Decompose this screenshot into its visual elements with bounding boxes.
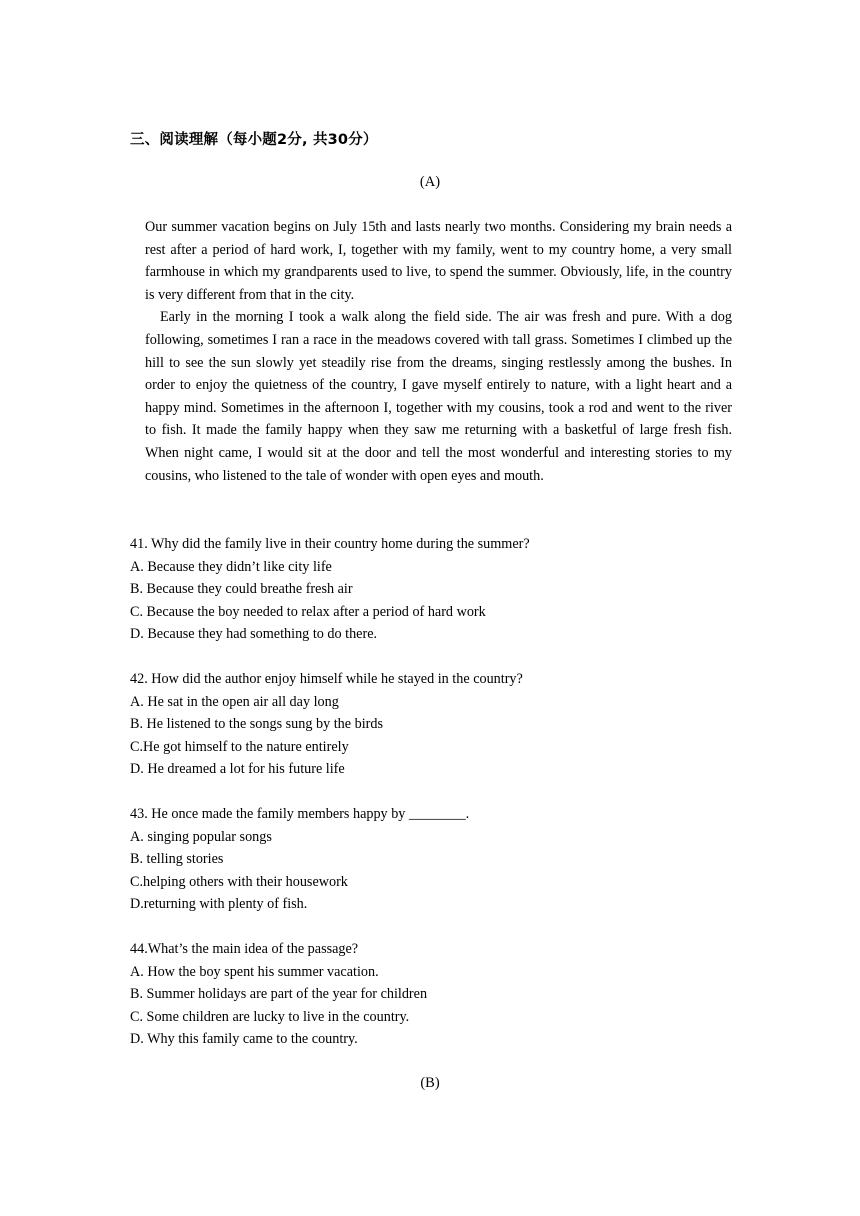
question-42 (130, 668, 750, 781)
passage-paragraph-2: Early in the morning I took a walk along the field side. The air was fresh and pure. With a dog following, sometimes I ran a race in the meadows covered with tall grass. Sometimes I climbed up the hill to see the sun slowly yet steadily rise from the dreams, singing restlessly among the bushes. In order to enjoy the quietness of the country, I gave myself entirely to nature, with a light heart and a happy mind. Sometimes in the afternoon I, together with my cousins, took a rod and went to the river to fish. It made the family happy when they saw me returning with a basketful of large fresh fish. When night came, I would sit at the door and tell the most wonderful and interesting stories to my cousins, who listened to the tale of wonder with open eyes and mouth. (145, 309, 732, 484)
option-b: B. He listened to the songs sung by the birds (130, 716, 383, 732)
option-a: A. How the boy spent his summer vacation. (130, 963, 379, 980)
option-b: B. Summer holidays are part of the year for children (130, 986, 428, 1002)
question-stem: 43. He once made the family members happy by ________. (130, 806, 470, 822)
option-a: A. He sat in the open air all day long (130, 693, 339, 710)
question-stem: 42. How did the author enjoy himself while he stayed in the country? (130, 671, 523, 687)
option-c: C.He got himself to the nature entirely (130, 738, 349, 755)
option-a: A. singing popular songs (130, 828, 272, 845)
option-c: C. Some children are lucky to live in the country. (130, 1008, 410, 1025)
reading-passage (145, 216, 732, 487)
question-43 (130, 803, 750, 916)
section-heading: 三、阅读理解（每小题2分, 共30分） (130, 132, 378, 148)
question-44 (130, 938, 750, 1051)
option-d: D.returning with plenty of fish. (130, 896, 308, 912)
question-stem: 41. Why did the family live in their country home during the summer? (130, 536, 530, 552)
option-c: C. Because the boy needed to relax after a period of hard work (130, 603, 486, 620)
option-d: D. Because they had something to do there. (130, 626, 378, 642)
option-d: D. Why this family came to the country. (130, 1031, 358, 1047)
option-c: C.helping others with their housework (130, 873, 348, 890)
option-b: B. telling stories (130, 851, 224, 867)
part-a-label: (A) (419, 174, 441, 190)
question-stem: 44.What’s the main idea of the passage? (130, 941, 359, 957)
option-d: D. He dreamed a lot for his future life (130, 761, 345, 777)
question-list (130, 533, 750, 1073)
passage-paragraph-1: Our summer vacation begins on July 15th and lasts nearly two months. Considering my brain needs a rest after a period of hard work, I, together with my family, went to my country home, a very small farmhouse in which my grandparents used to live, to spend the summer. Obviously, life, in the country is very different from that in the city. (145, 219, 732, 303)
option-a: A. Because they didn’t like city life (130, 558, 332, 575)
option-b: B. Because they could breathe fresh air (130, 581, 353, 597)
part-b-label: (B) (420, 1075, 440, 1091)
question-41 (130, 533, 750, 646)
